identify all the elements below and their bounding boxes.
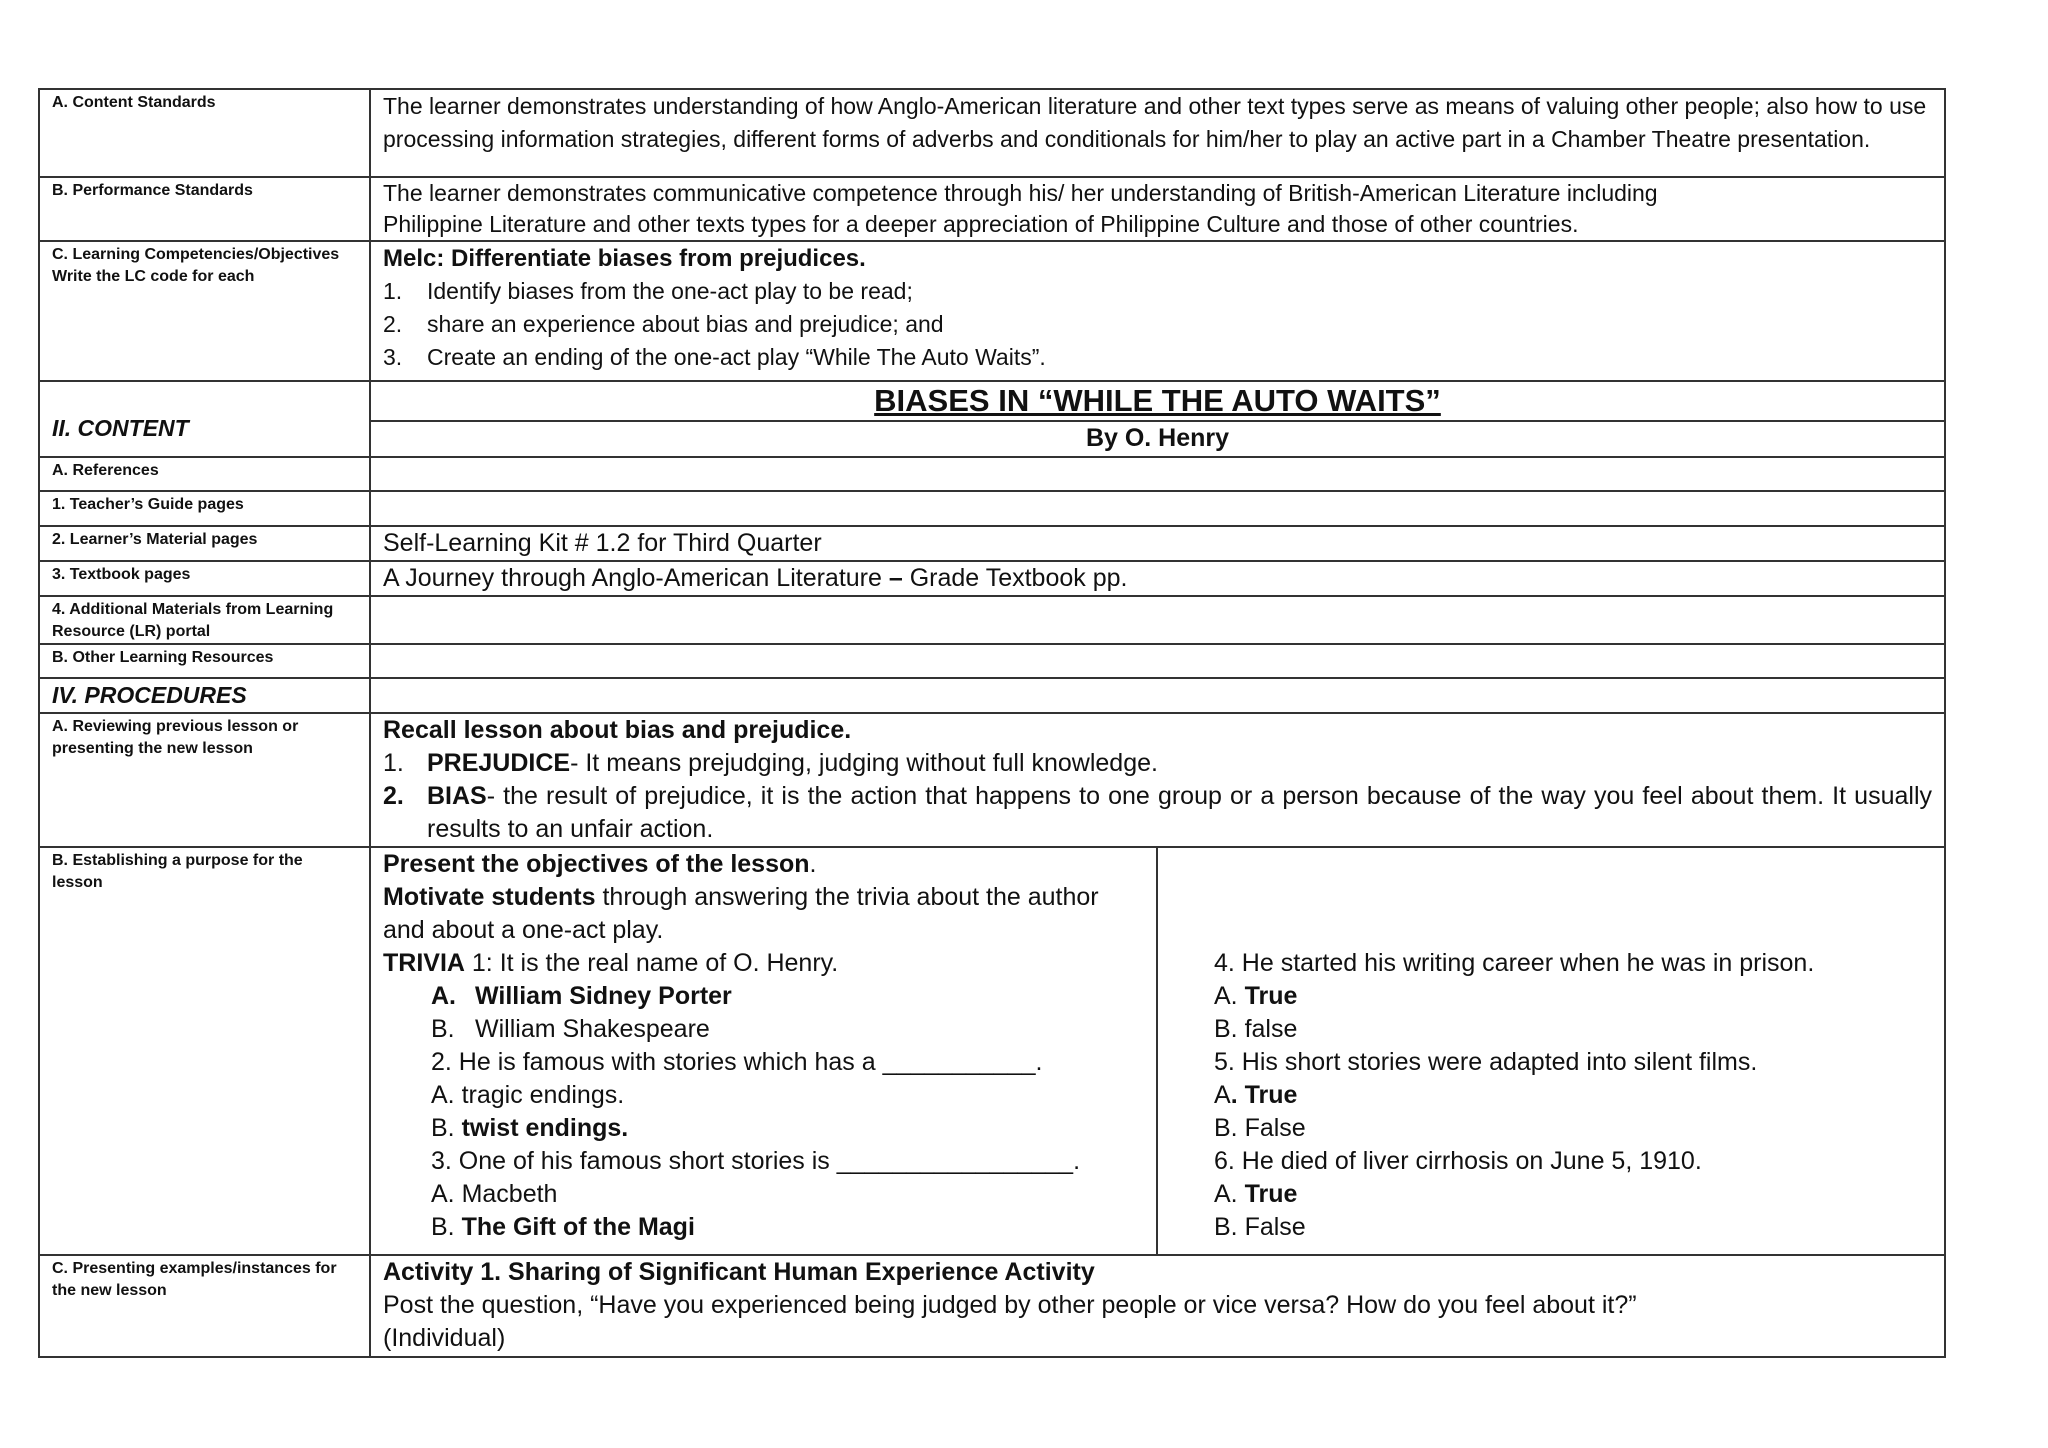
motivate-bold: Motivate students	[383, 883, 596, 911]
row-procedures	[39, 678, 1945, 713]
presenting-cell	[370, 1255, 1945, 1357]
textbook-cell	[370, 561, 1945, 596]
option-letter: A	[1214, 1081, 1231, 1109]
present-objectives-bold: Present the objectives of the lesson	[383, 850, 810, 878]
label-reviewing	[39, 713, 370, 847]
bias-definition	[383, 780, 1932, 846]
additional-materials-label: 4. Additional Materials from Learning Resource (LR) portal	[52, 601, 334, 640]
option-letter: A.	[1214, 1180, 1245, 1208]
textbook-pages: Grade Textbook pp.	[902, 564, 1128, 592]
content-standards-cell	[370, 89, 1945, 177]
performance-standards-label: B. Performance Standards	[52, 182, 253, 199]
performance-standards-cell	[370, 177, 1945, 241]
performance-standards-line1: The learner demonstrates communicative competence through his/ her understanding of British-American Literature including	[383, 180, 1658, 206]
learners-material-label: 2. Learner’s Material pages	[52, 531, 258, 548]
objective-item	[383, 308, 1932, 341]
motivate-rest: through answering the trivia about the author and about a one-act play.	[383, 883, 1099, 944]
label-procedures	[39, 678, 370, 713]
option-letter: A.	[431, 982, 456, 1010]
label-other-resources	[39, 644, 370, 678]
other-resources-label: B. Other Learning Resources	[52, 649, 274, 666]
establishing-left-cell	[370, 847, 1157, 1255]
label-establishing	[39, 847, 370, 1255]
row-content-standards	[39, 89, 1945, 177]
reviewing-heading: Recall lesson about bias and prejudice.	[383, 716, 852, 744]
presenting-label: C. Presenting examples/instances for the new lesson	[52, 1260, 337, 1299]
definition-num: 2.	[383, 782, 404, 810]
trivia-q1-option-b	[383, 1013, 1144, 1046]
content-standards-label: A. Content Standards	[52, 94, 216, 111]
references-label: A. References	[52, 462, 159, 479]
label-teachers-guide	[39, 491, 370, 526]
trivia-q2: 2. He is famous with stories which has a ___________.	[431, 1048, 1043, 1076]
establishing-right-cell	[1157, 847, 1945, 1255]
row-content-title	[39, 381, 1945, 421]
lesson-author-cell	[370, 421, 1945, 457]
row-reviewing	[39, 713, 1945, 847]
prejudice-term: PREJUDICE	[427, 749, 571, 777]
other-resources-cell	[370, 644, 1945, 678]
option-text: True	[1244, 1180, 1298, 1208]
establishing-label: B. Establishing a purpose for the lesson	[52, 852, 303, 891]
label-content-standards	[39, 89, 370, 177]
row-teachers-guide	[39, 491, 1945, 526]
row-references	[39, 457, 1945, 491]
content-label: II. CONTENT	[52, 415, 189, 441]
lesson-author: By O. Henry	[1085, 424, 1230, 452]
objective-num: 2.	[383, 311, 403, 337]
objective-text: Create an ending of the one-act play “While The Auto Waits”.	[427, 344, 1046, 370]
objective-item	[383, 275, 1932, 308]
row-additional-materials	[39, 596, 1945, 644]
row-competencies	[39, 241, 1945, 381]
textbook-title: A Journey through Anglo-American Literature	[383, 564, 889, 592]
label-performance-standards	[39, 177, 370, 241]
row-other-resources	[39, 644, 1945, 678]
trivia-q4-option-b: B. false	[1214, 1015, 1298, 1043]
trivia-q5: 5. His short stories were adapted into silent films.	[1214, 1048, 1758, 1076]
trivia-q4: 4. He started his writing career when he was in prison.	[1214, 949, 1815, 977]
label-learners-material	[39, 526, 370, 561]
trivia-q1	[383, 947, 1144, 980]
textbook-value	[371, 562, 1944, 595]
trivia-q1-option-a	[383, 980, 1144, 1013]
objective-text: share an experience about bias and prejudice; and	[427, 311, 944, 337]
row-textbook	[39, 561, 1945, 596]
row-performance-standards	[39, 177, 1945, 241]
label-references	[39, 457, 370, 491]
option-text: twist endings.	[461, 1114, 629, 1142]
activity-question: Post the question, “Have you experienced being judged by other people or vice versa? How do you feel about it?”	[383, 1291, 1637, 1319]
trivia-q1-text: 1: It is the real name of O. Henry.	[464, 949, 839, 977]
trivia-q6-option-b: B. False	[1214, 1213, 1306, 1241]
trivia-q2-option-b	[383, 1112, 1144, 1145]
trivia-q3: 3. One of his famous short stories is _________________.	[431, 1147, 1081, 1175]
reviewing-label: A. Reviewing previous lesson or presenting the new lesson	[52, 718, 299, 757]
teachers-guide-cell	[370, 491, 1945, 526]
trivia-q5-option-b: B. False	[1214, 1114, 1306, 1142]
trivia-q2-option-a: A. tragic endings.	[431, 1081, 625, 1109]
textbook-dash: –	[888, 564, 903, 592]
trivia-q6-option-a	[1214, 1178, 1932, 1211]
row-establishing	[39, 847, 1945, 1255]
trivia-q3-option-a: A. Macbeth	[431, 1180, 558, 1208]
learners-material-value: Self-Learning Kit # 1.2 for Third Quarter	[383, 529, 822, 557]
label-competencies	[39, 241, 370, 381]
competencies-cell	[370, 241, 1945, 381]
option-text: The Gift of the Magi	[461, 1213, 695, 1241]
activity-mode: (Individual)	[383, 1324, 506, 1352]
procedures-cell	[370, 678, 1945, 713]
lesson-plan-table	[38, 88, 1946, 1358]
option-text: William Shakespeare	[475, 1015, 710, 1043]
option-text: William Sidney Porter	[475, 982, 732, 1010]
row-learners-material	[39, 526, 1945, 561]
reviewing-cell	[370, 713, 1945, 847]
performance-standards-line2: Philippine Literature and other texts types for a deeper appreciation of Philippine Culture and those of other countries.	[383, 211, 1579, 237]
label-presenting	[39, 1255, 370, 1357]
option-letter: B.	[431, 1213, 462, 1241]
option-text: True	[1244, 982, 1298, 1010]
definition-num: 1.	[383, 749, 404, 777]
additional-materials-cell	[370, 596, 1945, 644]
prejudice-text: - It means prejudging, judging without full knowledge.	[570, 749, 1158, 777]
procedures-label: IV. PROCEDURES	[52, 682, 247, 708]
objective-num: 3.	[383, 344, 403, 370]
label-additional-materials	[39, 596, 370, 644]
bias-text: - the result of prejudice, it is the action that happens to one group or a person because of the way you feel about them. It usually results to an unfair action.	[427, 782, 1932, 843]
content-standards-text: The learner demonstrates understanding of how Anglo-American literature and other text types serve as means of valuing other people; also how to use processing information strategies, different forms of adverbs and conditionals for him/her to play an active part in a Chamber Theatre presentation.	[383, 93, 1927, 152]
label-content	[39, 381, 370, 457]
prejudice-definition	[383, 747, 1932, 780]
objective-num: 1.	[383, 278, 403, 304]
option-letter: B.	[431, 1114, 462, 1142]
lesson-title-cell	[370, 381, 1945, 421]
trivia-q3-option-b	[383, 1211, 1144, 1244]
objective-text: Identify biases from the one-act play to be read;	[427, 278, 913, 304]
references-cell	[370, 457, 1945, 491]
option-letter: B.	[431, 1015, 455, 1043]
teachers-guide-label: 1. Teacher’s Guide pages	[52, 496, 244, 513]
activity-heading: Activity 1. Sharing of Significant Human Experience Activity	[383, 1258, 1095, 1286]
trivia-q4-option-a	[1214, 980, 1932, 1013]
trivia-q5-option-a	[1214, 1079, 1932, 1112]
row-presenting	[39, 1255, 1945, 1357]
option-text: . True	[1230, 1081, 1298, 1109]
motivate-students	[383, 881, 1144, 947]
textbook-label: 3. Textbook pages	[52, 566, 191, 583]
present-objectives	[383, 848, 1144, 881]
bias-term: BIAS	[427, 782, 487, 810]
trivia-bold: TRIVIA	[383, 949, 465, 977]
learners-material-cell	[370, 526, 1945, 561]
label-textbook	[39, 561, 370, 596]
competencies-label: C. Learning Competencies/Objectives Write the LC code for each	[52, 246, 340, 285]
melc-heading: Melc: Differentiate biases from prejudices.	[383, 245, 866, 272]
present-objectives-dot: .	[809, 850, 817, 878]
trivia-q6: 6. He died of liver cirrhosis on June 5, 1910.	[1214, 1147, 1702, 1175]
lesson-title: BIASES IN “WHILE THE AUTO WAITS”	[874, 383, 1441, 418]
option-letter: A.	[1214, 982, 1245, 1010]
objective-item	[383, 341, 1932, 374]
